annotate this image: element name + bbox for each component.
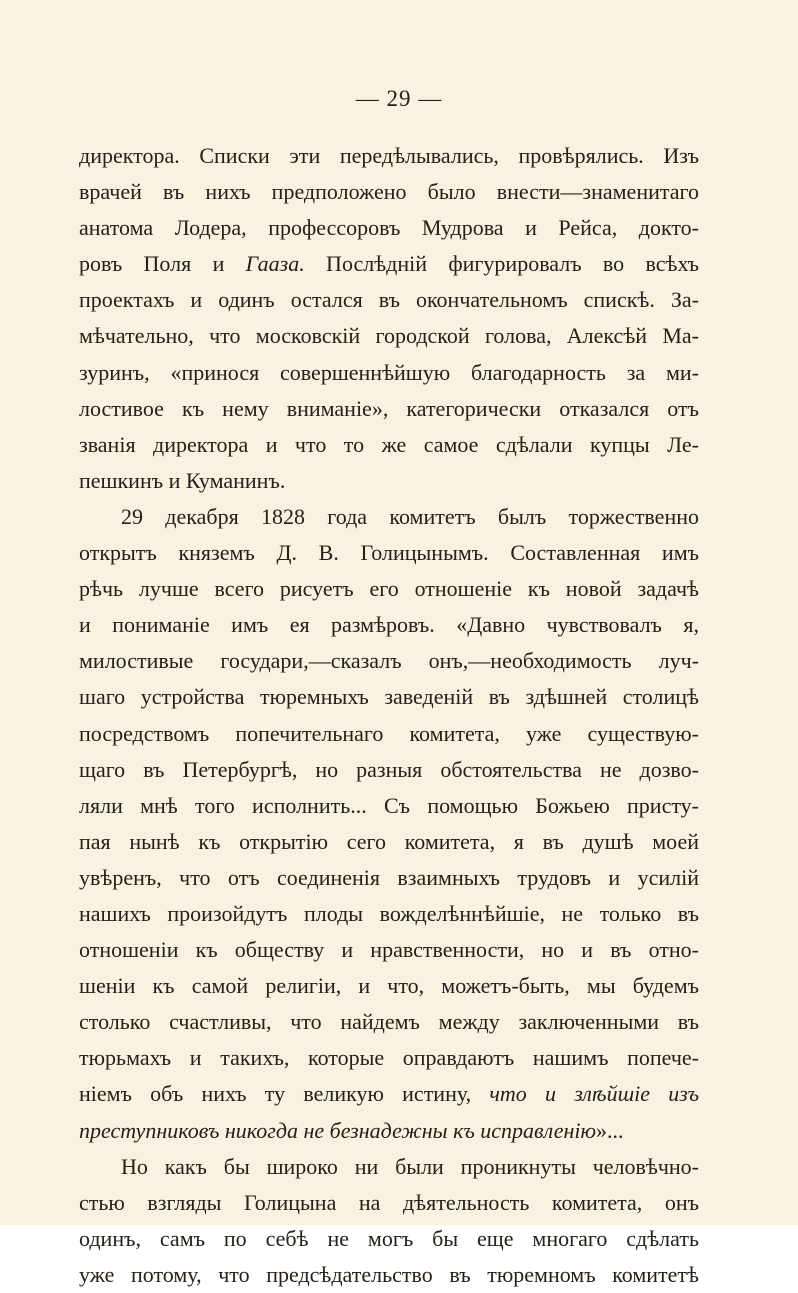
text-line: милостивые государи,—сказалъ онъ,—необходимость луч- <box>79 648 699 674</box>
italic-text: что и злѣйшiе изъ <box>489 1081 700 1107</box>
text-line: и пониманiе имъ ея размѣровъ. «Давно чувствовалъ я, <box>79 612 699 638</box>
text-line: нашихъ произойдутъ плоды вожделѣннѣйшiе, не только въ <box>79 900 699 926</box>
text-line: одинъ, самъ по себѣ не могъ бы еще многаго сдѣлать <box>79 1225 699 1251</box>
text-line: пешкинъ и Куманинъ. <box>79 467 286 493</box>
text-run: »... <box>596 1117 624 1143</box>
text-line: столько счастливы, что найдемъ между заключенными въ <box>79 1009 699 1035</box>
paragraph-start-line: Но какъ бы широко ни были проникнуты человѣчно- <box>121 1153 699 1179</box>
text-line: врачей въ нихъ предположено было внести—знаменитаго <box>79 179 699 205</box>
text-line: отношенiи къ обществу и нравственности, но и въ отно- <box>79 937 699 963</box>
italic-text: преступниковъ никогда не безнадежны къ исправленiю <box>79 1117 597 1143</box>
text-run: нiемъ объ нихъ ту великую истину, <box>79 1081 490 1107</box>
text-line: посредствомъ попечительнаго комитета, уже существую- <box>79 720 699 746</box>
text-line: проектахъ и одинъ остался въ окончательномъ спискѣ. За- <box>79 287 699 313</box>
text-line: директора. Списки эти передѣлывались, провѣрялись. Изъ <box>79 143 699 168</box>
text-line: мѣчательно, что московскiй городской голова, Алексѣй Ма- <box>79 323 699 349</box>
text-line: рѣчь лучше всего рисуетъ его отношенiе къ новой задачѣ <box>79 576 699 602</box>
text-line: увѣренъ, что отъ соединенiя взаимныхъ трудовъ и усилiй <box>79 864 699 890</box>
text-run: Послѣднiй фигурировалъ во всѣхъ <box>304 251 699 277</box>
text-line: шенiи къ самой религiи, и что, можетъ-быть, мы будемъ <box>79 973 699 999</box>
text-line: уже потому, что предсѣдательство въ тюремномъ комитетѣ <box>79 1261 699 1287</box>
text-line: званiя директора и что то же самое сдѣлали купцы Ле- <box>79 431 699 457</box>
text-line: открытъ княземъ Д. В. Голицынымъ. Составленная имъ <box>79 540 699 566</box>
text-line: зуринъ, «принося совершеннѣйшую благодарность за ми- <box>79 359 699 385</box>
text-line <box>79 1113 699 1149</box>
paragraph-start-line: 29 декабря 1828 года комитетъ былъ торжественно <box>121 503 699 529</box>
text-line: стью взгляды Голицына на дѣятельность комитета, онъ <box>79 1189 699 1215</box>
text-line: щаго въ Петербургѣ, но разныя обстоятельства не дозво- <box>79 756 699 782</box>
text-line <box>79 246 699 282</box>
page-number: — 29 — <box>355 86 443 111</box>
text-line: шаго устройства тюремныхъ заведенiй въ здѣшней столицѣ <box>79 684 699 710</box>
italic-text: Гааза. <box>245 251 305 277</box>
text-run: ровъ Поля и <box>79 251 246 277</box>
text-line: пая нынѣ къ открытiю сего комитета, я въ душѣ моей <box>79 828 699 854</box>
text-line <box>79 1076 699 1112</box>
body-text <box>79 138 699 1293</box>
text-line: лостивое къ нему вниманiе», категорически отказался отъ <box>79 395 699 421</box>
text-line: анатома Лодера, профессоровъ Мудрова и Рейса, докто- <box>79 215 699 241</box>
text-line: тюрьмахъ и такихъ, которые оправдаютъ нашимъ попече- <box>79 1045 699 1071</box>
text-line: ляли мнѣ того исполнить... Съ помощью Божьею присту- <box>79 792 699 818</box>
